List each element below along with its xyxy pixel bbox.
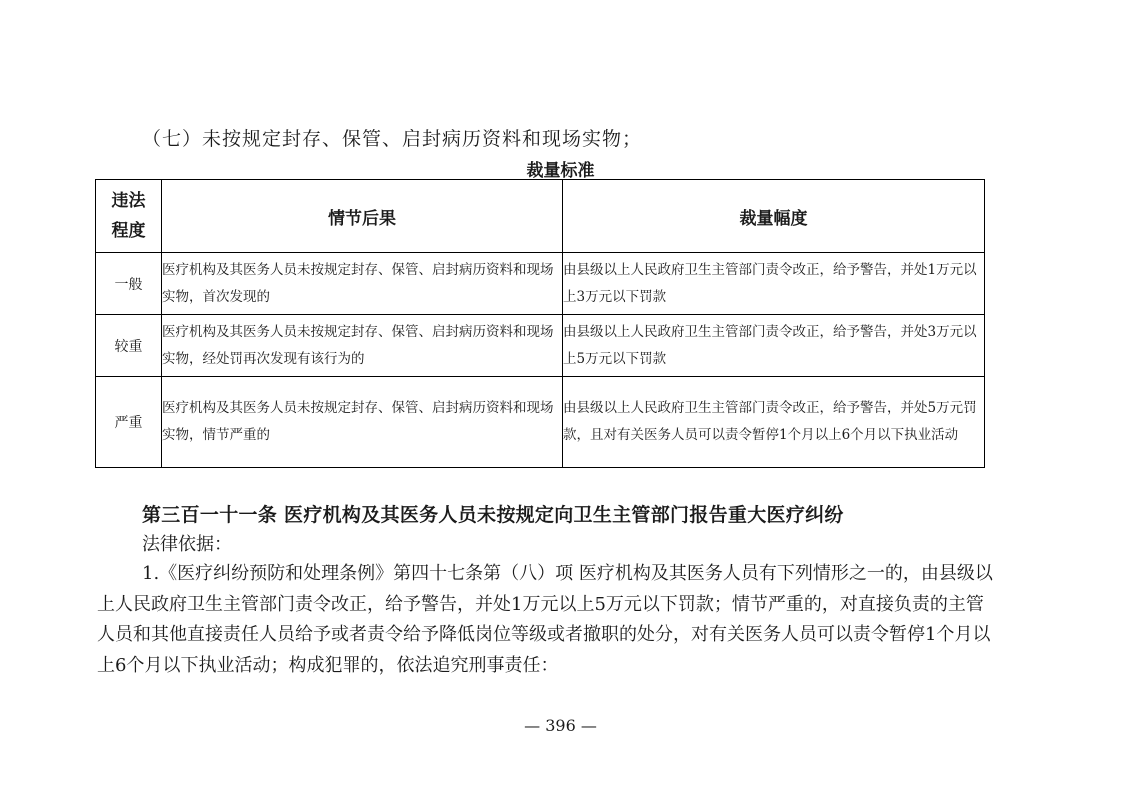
row-level: 一般 [96,253,162,315]
table-row [96,377,985,468]
row-circumstance: 医疗机构及其医务人员未按规定封存、保管、启封病历资料和现场实物，情节严重的 [162,377,563,468]
legal-basis-paragraph [97,559,997,681]
page-number: — 396 — [524,716,597,735]
header-penalty: 裁量幅度 [563,180,985,253]
header-level-line1: 违法 [111,191,146,211]
row-level: 较重 [96,315,162,377]
table-row [96,253,985,315]
legal-basis-text: 1.《医疗纠纷预防和处理条例》第四十七条第（八）项 医疗机构及其医务人员有下列情形之一的，由县级以上人民政府卫生主管部门责令改正，给予警告，并处1万元以上5万元以下罚款；情节严重的，对直接负责的主管人员和其他直接责任人员给予或者责令给予降低岗位等级或者撤职的处分，对有关医务人员可以责令暂停1个月以上6个月以下执业活动；构成犯罪的，依法追究刑事责任： [97,563,993,676]
header-level [96,180,162,253]
row-level: 严重 [96,377,162,468]
table-header-row [96,180,985,253]
table-row [96,315,985,377]
intro-line: （七）未按规定封存、保管、启封病历资料和现场实物； [142,128,643,150]
table-caption: 裁量标准 [526,161,595,181]
legal-basis-label: 法律依据： [142,534,232,555]
header-level-line2: 程度 [111,221,146,241]
article-heading: 第三百一十一条 医疗机构及其医务人员未按规定向卫生主管部门报告重大医疗纠纷 [142,504,844,526]
header-circumstance: 情节后果 [162,180,563,253]
row-penalty: 由县级以上人民政府卫生主管部门责令改正，给予警告，并处1万元以上3万元以下罚款 [563,253,985,315]
row-circumstance: 医疗机构及其医务人员未按规定封存、保管、启封病历资料和现场实物，首次发现的 [162,253,563,315]
row-penalty: 由县级以上人民政府卫生主管部门责令改正，给予警告，并处3万元以上5万元以下罚款 [563,315,985,377]
discretion-standard-table [95,179,985,468]
row-circumstance: 医疗机构及其医务人员未按规定封存、保管、启封病历资料和现场实物，经处罚再次发现有该行为的 [162,315,563,377]
row-penalty: 由县级以上人民政府卫生主管部门责令改正，给予警告，并处5万元罚款，且对有关医务人员可以责令暂停1个月以上6个月以下执业活动 [563,377,985,468]
